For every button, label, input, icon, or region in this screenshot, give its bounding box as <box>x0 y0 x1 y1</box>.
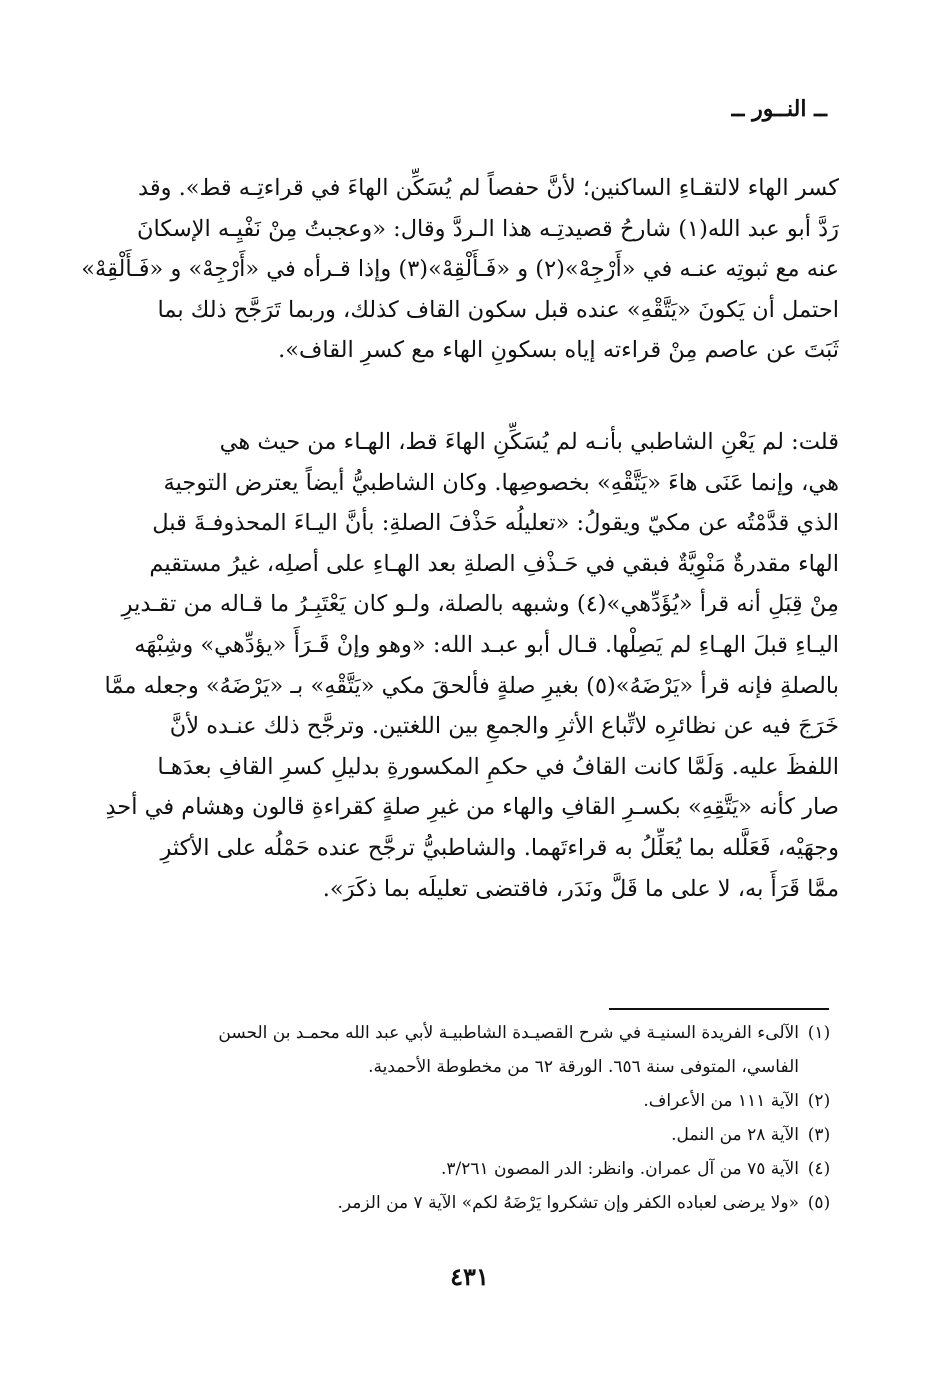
running-head: ــ النــور ــ <box>731 96 827 122</box>
text-line: قلت: لم يَعْنِ الشاطبي بأنـه لم يُسَكِّنِ الهاءَ قط، الهـاء من حيث هي <box>219 429 839 455</box>
footnote-2 <box>69 1084 839 1118</box>
text-line: ممَّا قَرَأَ به، لا على ما قَلَّ ونَدَر، فاقتضى تعليلَه بما ذكَرَ». <box>322 875 839 902</box>
footnote-1 <box>69 1016 839 1050</box>
text-line: الهاء مقدرةٌ مَنْوِيَّةٌ فبقي في حَـذْفِ الصلةِ بعد الهـاءِ على أصلِه، غيرُ مستقيم <box>149 550 839 577</box>
footnote-text: الآية ٢٨ من النمل. <box>671 1125 799 1145</box>
page-number: ٤٣١ <box>450 1262 489 1291</box>
text-line: الذي قدَّمْتُه عن مكيّ ويقولُ: «تعليلُه حَذْفَ الصلةِ: بأنَّ اليـاءَ المحذوفـةَ قبل <box>152 510 839 537</box>
paragraph-1 <box>79 168 839 371</box>
text-line: هي، وإنما عَنَى هاءَ «يَتَّقْهِ» بخصوصِها. وكان الشاطبيُّ أيضاً يعترض التوجيهَ <box>163 469 839 496</box>
text-line: رَدَّ أبو عبد الله(١) شارحُ قصيدتِـه هذا الـردَّ وقال: «وعجبتُ مِنْ نَفْيِـه الإسكانَ <box>137 215 839 242</box>
footnote-number: (٢) <box>807 1091 831 1111</box>
footnote-separator <box>609 1008 829 1010</box>
text-line: مِنْ قِبَلِ أنه قرأ «يُؤَدِّهي»(٤) وشبهه بالصلة، ولـو كان يَعْتَبِـرُ ما قـاله من تقـديرِ <box>121 591 839 618</box>
footnote-text: الآلىء الفريدة السنيـة في شرح القصيـدة الشاطبيـة لأبي عبد الله محمـد بن الحسن <box>218 1023 799 1043</box>
text-line: اليـاءِ قبلَ الهـاءِ لم يَصِلْها. قـال أبو عبـد الله: «وهو وإنْ قَـرَأَ «يؤدِّهي» وشِبْهَه <box>134 631 839 658</box>
paragraph-2 <box>79 422 839 909</box>
footnote-continuation: الفاسي، المتوفى سنة ٦٥٦. الورقة ٦٢ من مخطوطة الأحمدية. <box>368 1057 799 1077</box>
text-line: خَرَجَ فيه عن نظائرِه لاتِّباع الأثرِ والجمعِ بين اللغتين. وترجَّح ذلك عنـده لأنَّ <box>169 713 839 740</box>
footnote-5 <box>69 1186 839 1220</box>
footnote-4 <box>69 1152 839 1186</box>
text-line: ثَبَتَ عن عاصم مِنْ قراءته إياه بسكونِ الهاء مع كسرِ القاف». <box>278 337 839 364</box>
footnote-3 <box>69 1118 839 1152</box>
text-line: كسر الهاء لالتقـاءِ الساكنين؛ لأنَّ حفصاً لم يُسَكِّن الهاءَ في قراءتِـه قط». وقد <box>138 175 839 201</box>
text-line: وجهَيْه، فَعَلَّله بما يُعَلِّلُ به قراءتَهما. والشاطبيُّ ترجَّح عنده حَمْلُه على الأكثرِ <box>160 834 839 861</box>
text-line: احتمل أن يَكونَ «يَتَّقْهِ» عنده قبل سكون القاف كذلك، وربما تَرَجَّح ذلك بما <box>157 296 839 323</box>
text-line: بالصلةِ فإنه قرأ «يَرْضَهُ»(٥) بغيرِ صلةٍ فألحقَ مكي «يَتَّقْهِ» بـ «يَرْضَهُ» وجعله ممَّا <box>104 672 839 699</box>
footnote-text: الآية ٧٥ من آل عمران. وانظر: الدر المصون ٣/٢٦١. <box>440 1159 799 1179</box>
text-line: عنه مع ثبوتِه عنـه في «أَرْجِهْ»(٢) و «فَـأَلْقِهْ»(٣) وإذا قـرأه في «أَرْجِهْ» و «فَـأَلْقِهْ» <box>81 256 839 283</box>
footnote-number: (٣) <box>807 1125 831 1145</box>
footnote-number: (١) <box>807 1023 831 1043</box>
text-line: صار كأنه «يَتَّقِهِ» بكسـرِ القافِ والهاء من غيرِ صلةٍ كقراءةِ قالون وهشام في أحدِ <box>105 794 839 821</box>
footnote-text: «ولا يرضى لعباده الكفر وإن تشكروا يَرْضَهُ لكم» الآية ٧ من الزمر. <box>337 1193 799 1213</box>
text-line: اللفظَ عليه. وَلَمَّا كانت القافُ في حكمِ المكسورةِ بدليلِ كسرِ القافِ بعدَهـا <box>157 753 839 780</box>
footnote-number: (٤) <box>807 1159 831 1179</box>
footnote-text: الآية ١١١ من الأعراف. <box>643 1091 799 1111</box>
footnote-number: (٥) <box>807 1193 831 1213</box>
footnotes <box>69 1016 839 1220</box>
